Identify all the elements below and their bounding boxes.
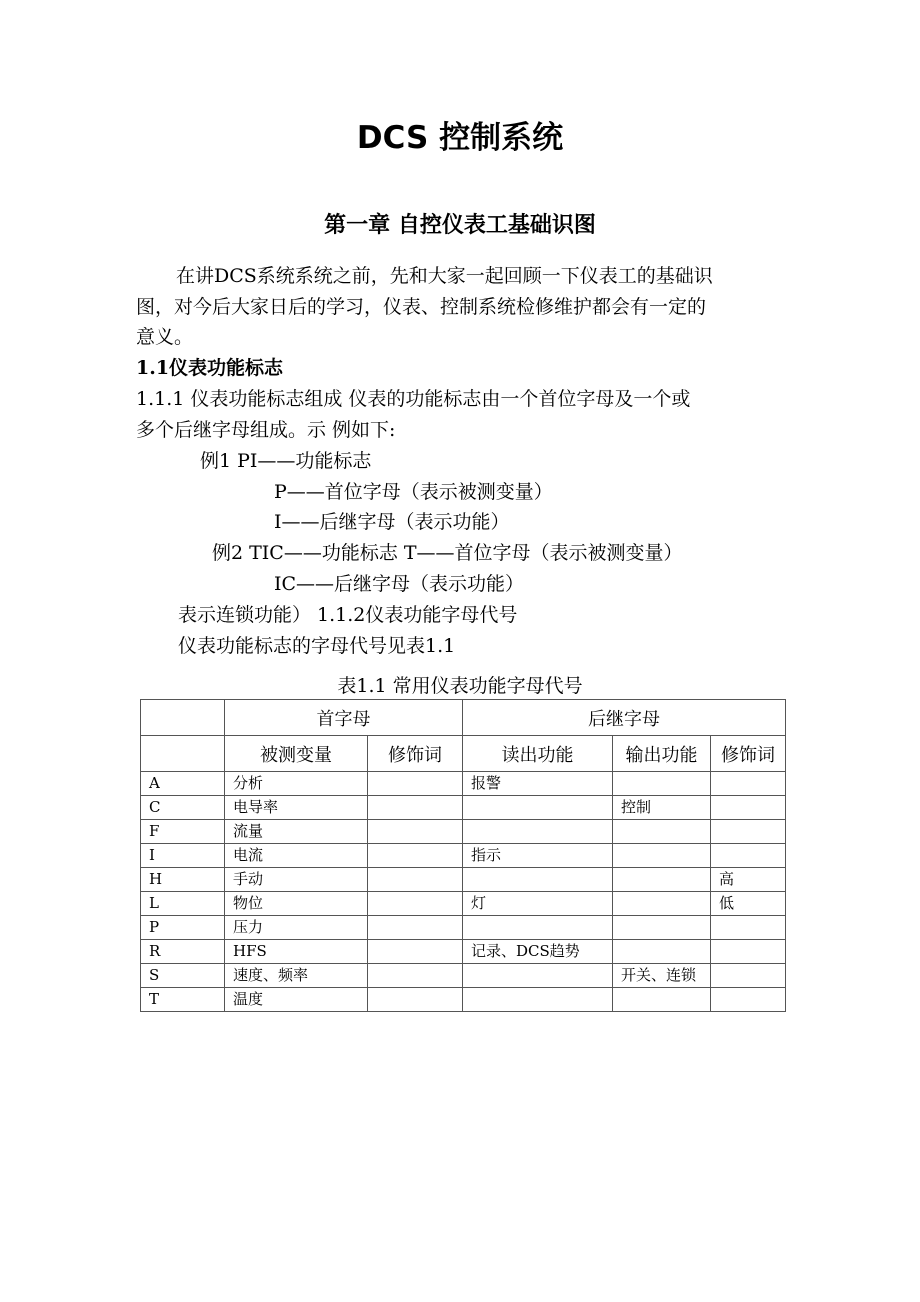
intro-line-2: 图，对今后大家日后的学习，仪表、控制系统检修维护都会有一定的 [136, 296, 707, 318]
row-measured-cell: 物位 [225, 892, 368, 916]
row-modifier-1-cell [368, 772, 463, 796]
row-measured-cell: 电流 [225, 844, 368, 868]
row-modifier-2-cell [711, 844, 786, 868]
row-readout-cell [463, 796, 613, 820]
row-modifier-2-cell [711, 796, 786, 820]
table-row [141, 868, 786, 892]
row-output-cell [613, 916, 711, 940]
row-letter-cell: L [141, 892, 225, 916]
table-row [141, 772, 786, 796]
chapter-heading: 第一章 自控仪表工基础识图 [324, 212, 596, 238]
table-row [141, 892, 786, 916]
header-measured-variable: 被测变量 [225, 736, 368, 772]
row-output-cell [613, 820, 711, 844]
row-modifier-2-cell: 低 [711, 892, 786, 916]
example-1-first-letter: P——首位字母（表示被测变量） [274, 481, 553, 503]
row-modifier-1-cell [368, 820, 463, 844]
table-row [141, 796, 786, 820]
intro-line-3: 意义。 [136, 326, 194, 348]
header-modifier-1: 修饰词 [368, 736, 463, 772]
row-modifier-1-cell [368, 940, 463, 964]
row-output-cell: 开关、连锁 [613, 964, 711, 988]
row-letter-cell: T [141, 988, 225, 1012]
row-modifier-1-cell [368, 964, 463, 988]
header-modifier-2: 修饰词 [711, 736, 786, 772]
document-title: DCS 控制系统 [356, 120, 564, 156]
row-measured-cell: 电导率 [225, 796, 368, 820]
row-output-cell [613, 868, 711, 892]
row-modifier-1-cell [368, 916, 463, 940]
row-measured-cell: 手动 [225, 868, 368, 892]
header-subsequent-letter: 后继字母 [463, 700, 786, 736]
row-modifier-2-cell: 高 [711, 868, 786, 892]
row-measured-cell: 流量 [225, 820, 368, 844]
row-letter-cell: P [141, 916, 225, 940]
row-measured-cell: 压力 [225, 916, 368, 940]
section-1-1-1-line-2: 多个后继字母组成。示 例如下: [136, 419, 396, 441]
row-output-cell [613, 988, 711, 1012]
section-1-1-1-line-1: 1.1.1 仪表功能标志组成 仪表的功能标志由一个首位字母及一个或 [136, 388, 691, 410]
row-modifier-1-cell [368, 868, 463, 892]
row-readout-cell: 指示 [463, 844, 613, 868]
row-modifier-1-cell [368, 796, 463, 820]
table-row [141, 940, 786, 964]
section-1-1-2-line: 表示连锁功能） 1.1.2仪表功能字母代号 [178, 604, 518, 626]
table-row [141, 844, 786, 868]
table-header-group-row [141, 700, 786, 736]
row-output-cell [613, 772, 711, 796]
row-modifier-1-cell [368, 988, 463, 1012]
row-output-cell [613, 892, 711, 916]
letter-code-table [140, 699, 786, 1012]
row-readout-cell [463, 988, 613, 1012]
row-output-cell: 控制 [613, 796, 711, 820]
row-readout-cell [463, 916, 613, 940]
row-letter-cell: A [141, 772, 225, 796]
row-readout-cell: 记录、DCS趋势 [463, 940, 613, 964]
row-output-cell [613, 940, 711, 964]
row-modifier-2-cell [711, 916, 786, 940]
header-first-letter: 首字母 [225, 700, 463, 736]
example-1-subsequent-letter: I——后继字母（表示功能） [274, 511, 510, 533]
header-empty-cell [141, 736, 225, 772]
header-readout-function: 读出功能 [463, 736, 613, 772]
row-readout-cell [463, 820, 613, 844]
row-letter-cell: C [141, 796, 225, 820]
row-modifier-2-cell [711, 820, 786, 844]
row-readout-cell: 报警 [463, 772, 613, 796]
row-measured-cell: 分析 [225, 772, 368, 796]
row-readout-cell [463, 868, 613, 892]
table-row [141, 988, 786, 1012]
row-letter-cell: I [141, 844, 225, 868]
table-row [141, 964, 786, 988]
row-letter-cell: H [141, 868, 225, 892]
example-2-subsequent-letter: IC——后继字母（表示功能） [274, 573, 525, 595]
table-row [141, 916, 786, 940]
table-header-column-row [141, 736, 786, 772]
row-modifier-2-cell [711, 772, 786, 796]
row-readout-cell [463, 964, 613, 988]
row-measured-cell: HFS [225, 940, 368, 964]
header-output-function: 输出功能 [613, 736, 711, 772]
row-letter-cell: S [141, 964, 225, 988]
table-caption: 表1.1 常用仪表功能字母代号 [337, 675, 583, 697]
row-modifier-2-cell [711, 988, 786, 1012]
table-row [141, 820, 786, 844]
row-modifier-1-cell [368, 844, 463, 868]
table-reference-line: 仪表功能标志的字母代号见表1.1 [178, 635, 456, 657]
row-readout-cell: 灯 [463, 892, 613, 916]
row-measured-cell: 速度、频率 [225, 964, 368, 988]
row-modifier-1-cell [368, 892, 463, 916]
row-output-cell [613, 844, 711, 868]
row-measured-cell: 温度 [225, 988, 368, 1012]
section-heading-1-1: 1.1仪表功能标志 [136, 357, 284, 379]
row-modifier-2-cell [711, 964, 786, 988]
example-1: 例1 PI——功能标志 [200, 450, 372, 472]
row-letter-cell: R [141, 940, 225, 964]
header-empty-cell [141, 700, 225, 736]
example-2: 例2 TIC——功能标志 T——首位字母（表示被测变量） [212, 542, 683, 564]
row-letter-cell: F [141, 820, 225, 844]
intro-line-1: 在讲DCS系统系统之前，先和大家一起回顾一下仪表工的基础识 [176, 265, 713, 287]
row-modifier-2-cell [711, 940, 786, 964]
